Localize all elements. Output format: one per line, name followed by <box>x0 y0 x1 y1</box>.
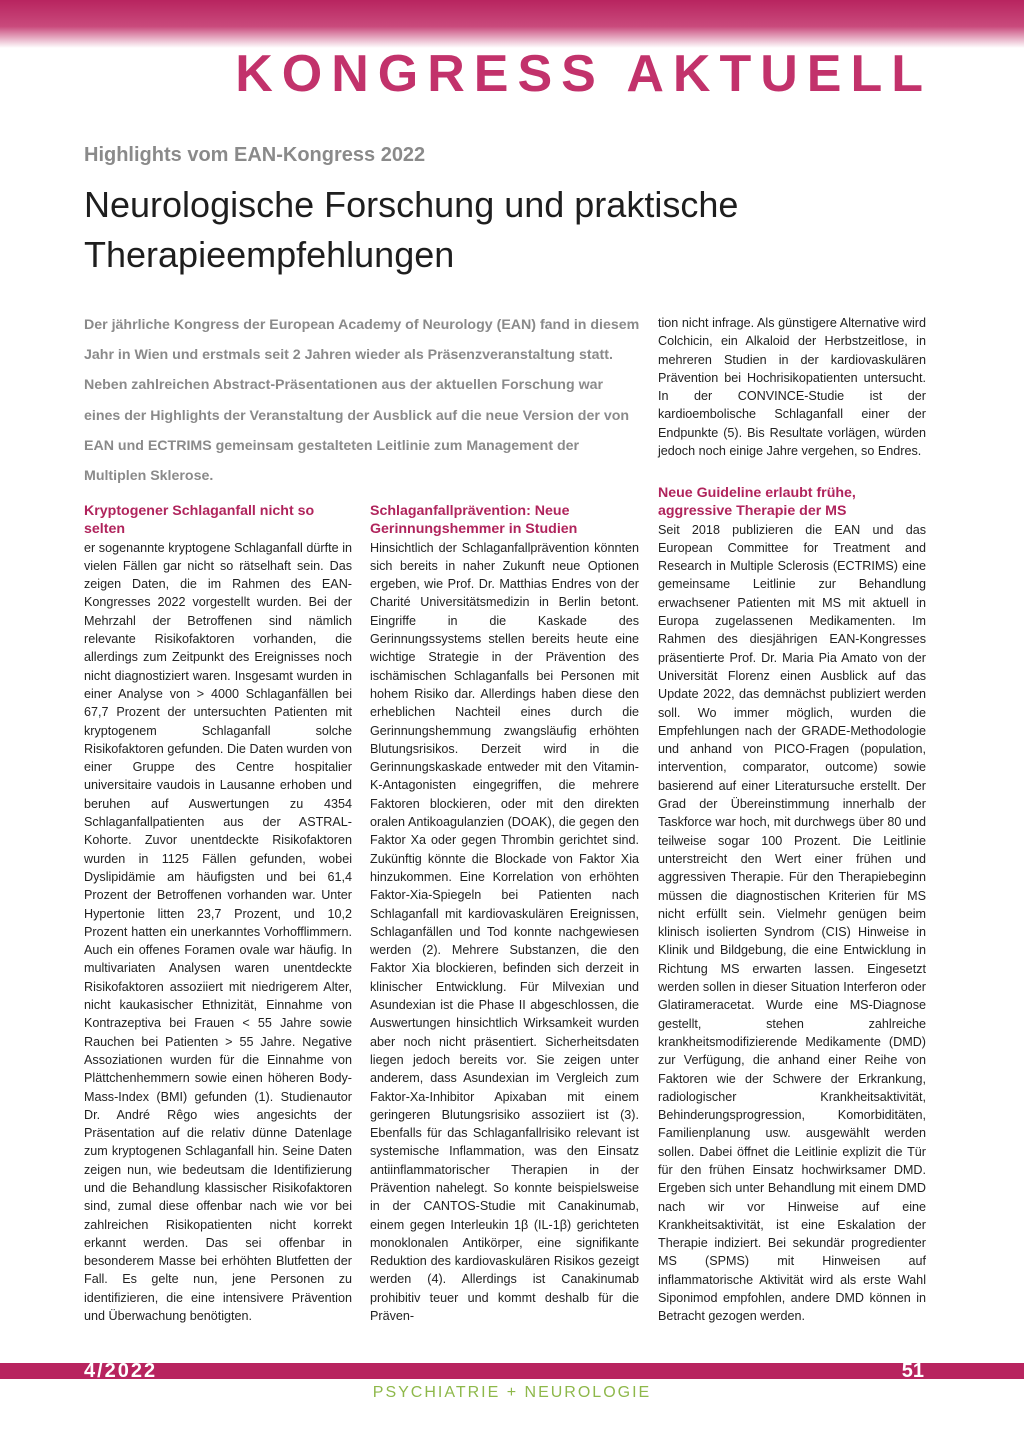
section-heading-guideline: Neue Guideline erlaubt frühe, aggressive Therapie der MS <box>658 485 856 520</box>
page-number: 51 <box>901 1360 924 1382</box>
column-3 <box>658 484 926 1326</box>
section-body-praevention-continued: tion nicht infrage. Als günstigere Alternative wird Colchicin, ein Alkaloid der Herbstzeitlose, in mehreren Studien in der kardiovaskulären Prävention bei Hochrisikopatienten untersucht. In der CONVINCE-Studie ist der kardioembolische Schlaganfall einer der Endpunkte (5). Bis Resultate vorlägen, würden jedoch noch einige Jahre vergehen, so Endres. <box>658 316 926 459</box>
section-body-guideline: Seit 2018 publizieren die EAN und das European Committee for Treatment and Research in Multiple Sclerosis (ECTRIMS) eine gemeinsame Leitlinie zur Behandlung erwachsener Patienten mit MS mit aktuell in Europa zugelassenen Medikamenten. Im Rahmen des diesjährigen EAN-Kongresses präsentierte Prof. Dr. Maria Pia Amato von der Universität Florenz einen Ausblick auf das Update 2022, das demnächst publiziert werden soll. Wo immer möglich, wurden die Empfehlungen nach der GRADE-Methodologie und anhand von PICO-Fragen (population, intervention, comparator, outcome) sowie basierend auf einer Literatursuche erstellt. Der Grad der Übereinstimmung innerhalb der Taskforce war hoch, mit durchwegs über 80 und teilweise sogar 100 Prozent. Die Leitlinie unterstreicht den Wert einer frühen und aggressiven Therapie. Für den Therapiebeginn müssen die diagnostischen Kriterien für MS nicht erfüllt sein. Vielmehr genügen beim klinisch isolierten Syndrom (CIS) Hinweise in Klinik und Bildgebung, die eine Entwicklung in Richtung MS erwarten lassen. Eingesetzt werden sollen in dieser Situation Interferon oder Glatirameracetat. Wurde eine MS-Diagnose gestellt, stehen zahlreiche krankheitsmodifizierende Medikamente (DMD) zur Verfügung, die anhand einer Reihe von Faktoren wie der Schwere der Erkrankung, radiologischer Krankheitsaktivität, Behinderungsprogression, Komorbiditäten, Familienplanung usw. ausgewählt werden sollen. Dabei öffnet die Leitlinie explizit die Tür für den frühen Einsatz hochwirksamer DMD. Ergeben sich unter Behandlung mit einem DMD nach wir vor Hinweise auf eine Krankheitsaktivität, ist eine Eskalation der Therapie indiziert. Bei sekundär progredienter MS (SPMS) mit Hinweisen auf inflammatorische Aktivität wird als erste Wahl Siponimod empfohlen, andere DMD können in Betracht gezogen werden. <box>658 522 926 1324</box>
article-kicker: Highlights vom EAN-Kongress 2022 <box>84 144 426 166</box>
section-heading-praevention: Schlaganfallprävention: Neue Gerinnungshemmer in Studien <box>370 503 578 538</box>
section-body-praevention: Hinsichtlich der Schlaganfallprävention könnten sich bereits in naher Zukunft neue Optionen ergeben, wie Prof. Dr. Matthias Endres von der Charité Universitätsmedizin in Berlin betont. Eingriffe in die Kaskade des Gerinnungssystems stellen bereits heute eine wichtige Strategie in der Prävention des ischämischen Schlaganfalls bei Personen mit hohem Risiko dar. Allerdings haben diese den erheblichen Nachteil eines durch die Gerinnungshemmung zwangsläufig erhöhten Blutungsrisikos. Derzeit wird in die Gerinnungskaskade entweder mit den Vitamin-K-Antagonisten eingegriffen, die mehrere Faktoren blockieren, oder mit den direkten oralen Antikoagulanzien (DOAK), die gegen den Faktor Xa oder gegen Thrombin gerichtet sind. Zukünftig könnte die Blockade von Faktor Xia hinzukommen. Eine Korrelation von erhöhten Faktor-Xia-Spiegeln bei Patienten nach Schlaganfall mit kardiovaskulären Ereignissen, Schlaganfällen und Tod konnte nachgewiesen werden (2). Mehrere Substanzen, die den Faktor Xia blockieren, befinden sich derzeit in klinischer Entwicklung. Für Milvexian und Asundexian ist die Phase II abgeschlossen, die Auswertungen hinsichtlich Wirksamkeit wurden aber noch nicht präsentiert. Sicherheitsdaten liegen jedoch bereits vor. Sie zeigen unter anderem, dass Asundexian im Vergleich zum Faktor-Xa-Inhibitor Apixaban mit einem geringeren Blutungsrisiko assoziiert ist (3). Ebenfalls für das Schlaganfallrisiko relevant ist systemische Inflammation, was den Einsatz antiinflammatorischer Therapien in der Prävention nahelegt. So konnte beispielsweise in der CANTOS-Studie mit Canakinumab, einem gegen Interleukin 1β (IL-1β) gerichteten monoklonalen Antikörper, eine signifikante Reduktion des kardiovaskulären Risikos gezeigt werden (4). Allerdings ist Canakinumab prohibitiv teuer und kommt deshalb für die Präven- <box>370 540 639 1324</box>
journal-name: PSYCHIATRIE + NEUROLOGIE <box>372 1384 652 1401</box>
header-gradient-bar <box>0 0 1024 48</box>
section-body-kryptogen: er sogenannte kryptogene Schlaganfall dürfte in vielen Fällen gar nicht so rätselhaft sein. Das zeigen Daten, die im Rahmen des EAN-Kongresses 2022 vorgestellt wurden. Bei der Mehrzahl der Betroffenen sind nämlich relevante Risikofaktoren vorhanden, die allerdings zum Zeitpunkt des Ereignisses noch nicht diagnostiziert waren. Insgesamt wurden in einer Analyse von > 4000 Schlaganfällen bei 67,7 Prozent der untersuchten Patienten mit kryptogenem Schlaganfall solche Risikofaktoren gefunden. Die Daten wurden von einer Gruppe des Centre hospitalier universitaire vaudois in Lausanne erhoben und beruhen auf Auswertungen zu 4354 Schlaganfallpatienten aus der ASTRAL-Kohorte. Zuvor unentdeckte Risikofaktoren wurden in 1125 Fällen gefunden, wobei Dyslipidämie am häufigsten und bei 61,4 Prozent der Betroffenen vorhanden war. Unter Hypertonie litten 23,7 Prozent, und 10,2 Prozent hatten ein unerkanntes Vorhofflimmern. Auch ein offenes Foramen ovale war häufig. In multivariaten Analysen waren unentdeckte Risikofaktoren assoziiert mit niedrigerem Alter, nicht kaukasischer Ethnizität, Einnahme von Kontrazeptiva bei Frauen < 55 Jahre sowie Rauchen bei Patienten > 55 Jahre. Negative Assoziationen wurden für die Einnahme von Plättchenhemmern sowie einen höheren Body-Mass-Index (BMI) gefunden (1). Studienautor Dr. André Rêgo wies angesichts der Präsentation auf die relativ dünne Datenlage zum kryptogenen Schlaganfall hin. Seine Daten zeigen nun, wie bedeutsam die Identifizierung und die Behandlung klassischer Risikofaktoren sind, zumal diese offenbar nach wie vor bei zahlreichen Risikopatienten nicht korrekt erkannt werden. Das sei offenbar in besonderem Masse bei erhöhten Blutfetten der Fall. Es gelte nun, jene Personen zu identifizieren, die eine intensivere Prävention und Überwachung benötigten. <box>84 540 352 1324</box>
column-3-continuation <box>658 314 926 460</box>
section-banner: KONGRESS AKTUELL <box>235 45 932 103</box>
column-2 <box>370 502 639 1325</box>
column-1 <box>84 502 352 1325</box>
article-title: Neurologische Forschung und praktische Therapieempfehlungen <box>84 184 739 275</box>
article-lead: Der jährliche Kongress der European Academy of Neurology (EAN) fand in diesem Jahr in Wien und erstmals seit 2 Jahren wieder als Präsenzveranstaltung statt. Neben zahlreichen Abstract-Präsentationen aus der aktuellen Forschung war eines der Highlights der Veranstaltung der Ausblick auf die neue Version der von EAN und ECTRIMS gemeinsam gestalteten Leitlinie zum Management der Multiplen Sklerose. <box>84 317 640 485</box>
issue-number: 4/2022 <box>84 1360 158 1382</box>
section-heading-kryptogen: Kryptogener Schlaganfall nicht so selten <box>84 503 315 538</box>
